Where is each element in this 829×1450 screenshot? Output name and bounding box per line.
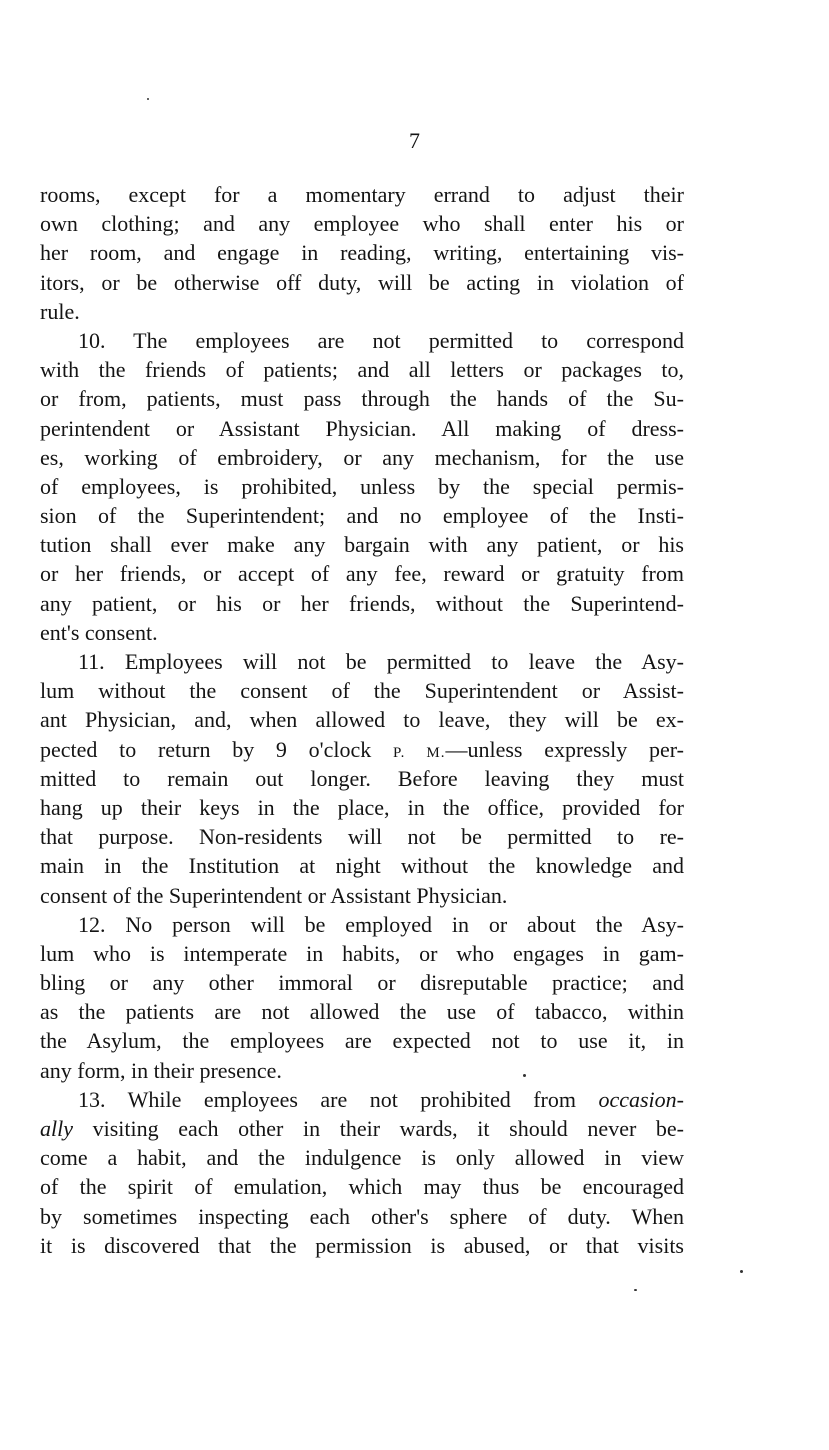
text-line: tution shall ever make any bargain with any patient, or his <box>40 532 684 558</box>
text-line: of the spirit of emulation, which may thus be encouraged <box>40 1174 684 1200</box>
text-line: lum without the consent of the Superintendent or Assist- <box>40 678 684 704</box>
text-line: it is discovered that the permission is abused, or that visits <box>40 1232 684 1258</box>
text-line: of employees, is prohibited, unless by the special permis- <box>40 473 684 499</box>
text-line: bling or any other immoral or disreputable practice; and <box>40 970 684 996</box>
text-line: main in the Institution at night without the knowledge and <box>40 853 684 879</box>
text-line <box>40 735 684 764</box>
text-fragment: —unless expressly per- <box>445 736 684 762</box>
paragraph-10-start: 10. The employees are not permitted to correspond <box>78 327 684 353</box>
text-fragment: pected to return by 9 o'clock <box>40 736 393 762</box>
text-line: ent's consent. <box>40 619 158 645</box>
paragraph-13-start <box>40 1085 684 1114</box>
text-line: ant Physician, and, when allowed to leave, they will be ex- <box>40 707 684 733</box>
text-fragment: 13. While employees are not prohibited from <box>78 1086 599 1112</box>
text-line: by sometimes inspecting each other's sphere of duty. When <box>40 1203 684 1229</box>
time-abbreviation: P. M. <box>392 744 446 761</box>
text-line: the Asylum, the employees are expected not to use it, in <box>40 1028 684 1054</box>
text-line: es, working of embroidery, or any mechanism, for the use <box>40 444 684 470</box>
text-line: lum who is intemperate in habits, or who engages in gam- <box>40 940 684 966</box>
italic-word: occasion- <box>598 1086 684 1112</box>
text-line: itors, or be otherwise off duty, will be acting in violation of <box>40 269 684 295</box>
page-number: 7 <box>409 128 420 153</box>
text-line: or her friends, or accept of any fee, reward or gratuity from <box>40 561 684 587</box>
text-line: or from, patients, must pass through the hands of the Su- <box>40 386 684 412</box>
scan-speck <box>523 1074 526 1077</box>
text-line: rooms, except for a momentary errand to adjust their <box>40 182 684 207</box>
text-line <box>40 1114 684 1143</box>
text-line: come a habit, and the indulgence is only allowed in view <box>40 1145 684 1171</box>
paragraph-12-start: 12. No person will be employed in or about the Asy- <box>78 911 684 937</box>
scan-speck <box>634 1289 637 1291</box>
document-body <box>40 180 684 1260</box>
italic-word: ally <box>40 1116 73 1141</box>
text-line: hang up their keys in the place, in the office, provided for <box>40 794 684 820</box>
text-line: own clothing; and any employee who shall enter his or <box>40 211 684 237</box>
text-line: as the patients are not allowed the use of tabacco, within <box>40 999 684 1025</box>
text-line: that purpose. Non-residents will not be permitted to re- <box>40 824 684 850</box>
text-line: rule. <box>40 298 80 324</box>
text-line: perintendent or Assistant Physician. All making of dress- <box>40 415 684 441</box>
text-fragment: visiting each other in their wards, it should never be- <box>73 1116 684 1141</box>
text-line: her room, and engage in reading, writing, entertaining vis- <box>40 240 684 266</box>
scan-speck <box>147 98 149 100</box>
text-line: mitted to remain out longer. Before leaving they must <box>40 765 684 791</box>
scan-speck <box>740 1270 743 1273</box>
text-line: consent of the Superintendent or Assistant Physician. <box>40 882 508 908</box>
text-line: any form, in their presence. <box>40 1057 282 1083</box>
text-line: sion of the Superintendent; and no employee of the Insti- <box>40 503 684 529</box>
text-line: any patient, or his or her friends, without the Superintend- <box>40 590 684 616</box>
paragraph-11-start: 11. Employees will not be permitted to leave the Asy- <box>78 649 684 674</box>
text-line: with the friends of patients; and all letters or packages to, <box>40 357 684 383</box>
